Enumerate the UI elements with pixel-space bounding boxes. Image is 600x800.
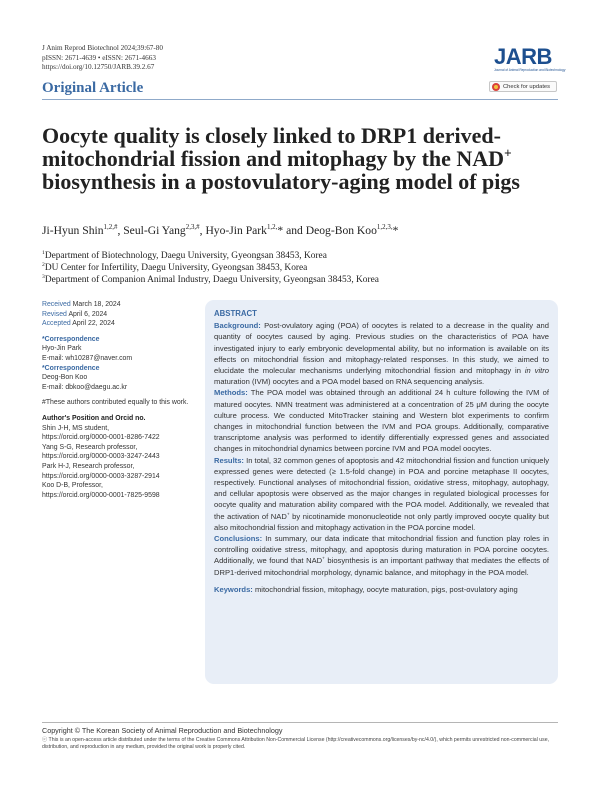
- received-label: Received: [42, 301, 71, 308]
- background-label: Background:: [214, 321, 261, 331]
- correspondence-block: [42, 335, 202, 393]
- citation: J Anim Reprod Biotechnol 2024;39:67-80: [42, 44, 163, 52]
- author-affiliation-mark: 1,2,3,: [376, 223, 393, 232]
- affiliation-text: Department of Companion Animal Industry, Daegu University, Gyeongsan 38453, Korea: [44, 275, 379, 286]
- author-name: Ji-Hyun Shin: [42, 224, 104, 237]
- affiliation-text: Department of Biotechnology, Daegu University, Gyeongsan 38453, Korea: [44, 251, 327, 261]
- author-affiliation-mark: 1,2,#: [103, 223, 118, 232]
- keywords-label: Keywords:: [214, 584, 253, 594]
- title-part-1: Oocyte quality is closely linked to DRP1 derived-mitochondrial fission and mitophagy by the NAD: [42, 123, 505, 171]
- conclusions-sup: +: [322, 555, 325, 561]
- article-type: Original Article: [42, 80, 144, 96]
- author-separator: and: [283, 224, 306, 237]
- orcid-line: Yang S-G, Research professor,: [42, 443, 138, 451]
- affiliation-item: [42, 274, 379, 286]
- background-italic: in vitro: [524, 366, 549, 376]
- affiliation-item: [42, 250, 379, 262]
- abstract-background: [214, 320, 549, 387]
- article-title: [42, 124, 552, 193]
- abstract-methods: [214, 387, 549, 454]
- correspondence-label: *Correspondence: [42, 335, 100, 343]
- revised-value: April 6, 2024: [68, 310, 108, 318]
- correspondence-email[interactable]: E-mail: dbkoo@daegu.ac.kr: [42, 383, 128, 391]
- header-divider: [42, 99, 558, 100]
- results-label: Results:: [214, 455, 244, 465]
- orcid-link[interactable]: https://orcid.org/0000-0001-8286-7422: [42, 434, 160, 442]
- methods-label: Methods:: [214, 388, 248, 398]
- article-dates: [42, 300, 202, 329]
- license-notice: [42, 737, 558, 752]
- conclusions-label: Conclusions:: [214, 534, 263, 544]
- affiliation-item: [42, 262, 379, 274]
- results-text-b: by nicotinamide mononucleotide not only partly improved oocyte quality but also mitochondrial fission and mitophagy activation in the POA porcine model.: [214, 511, 549, 532]
- corresponding-star: *: [277, 224, 284, 237]
- footer-divider: [42, 722, 558, 723]
- results-text-a: In total, 32 common genes of apoptosis and 42 mitochondrial fission and function uniquely expressed genes were detected (≥ 1.5-fold change) in POA and porcine metaphase II oocytes, respectively. Functional analyses of mitochondrial fission, oxidative stress, mitophagy, autophagy, and cellular apoptosis were observed as the major changes in regulated biological processes for oocyte quality and maturation ability compared with the POA model. Additionally, we revealed that the activation of NAD: [214, 455, 549, 521]
- issn: pISSN: 2671-4639 • eISSN: 2671-4663: [42, 53, 156, 62]
- accepted-value: April 22, 2024: [72, 320, 115, 328]
- journal-meta: [42, 44, 163, 73]
- author-separator: ,: [117, 224, 124, 237]
- cc-license-icon: ⓒ: [42, 737, 49, 743]
- received-value: March 18, 2024: [72, 301, 121, 308]
- orcid-link[interactable]: https://orcid.org/0000-0003-3287-2914: [42, 472, 160, 480]
- orcid-line: Koo D-B, Professor,: [42, 482, 103, 490]
- revised-date: [42, 310, 202, 320]
- orcid-block: [42, 414, 202, 500]
- background-text-a: Post-ovulatory aging (POA) of oocytes is related to a decrease in the quality and quantity of oocytes caused by aging. Previous studies on the characteristics of POA have investigated injury to early embryonic developmental ability, but no information is available on its effects on mitochondrial fission and mitophagy-related responses. In this study, we aimed to elucidate the molecular mechanisms underlying mitochondrial fission and mitophagy in: [214, 321, 549, 376]
- correspondence-name: Hyo-Jin Park: [42, 345, 82, 353]
- correspondence-email[interactable]: E-mail: wh10287@naver.com: [42, 354, 133, 362]
- orcid-line: Shin J-H, MS student,: [42, 424, 110, 432]
- conclusions-text-a: In summary, our data indicate that mitochondrial fission and function play roles in controlling oxidative stress, mitophagy, and apoptosis during maturation in POA porcine oocytes. Additionally, we found that NAD: [214, 534, 549, 566]
- title-part-2: biosynthesis in a postovulatory-aging model of pigs: [42, 169, 520, 194]
- author-list: [42, 224, 398, 237]
- crossmark-icon: [492, 83, 500, 91]
- copyright-notice: Copyright © The Korean Society of Animal Reproduction and Biotechnology: [42, 726, 283, 735]
- author-affiliation-mark: 2,3,#: [185, 223, 200, 232]
- affiliation-text: DU Center for Infertility, Daegu University, Gyeongsan 38453, Korea: [44, 263, 308, 274]
- author-name: Seul-Gi Yang: [123, 224, 186, 237]
- orcid-heading: Author's Position and Orcid no.: [42, 414, 146, 422]
- revised-label: Revised: [42, 310, 67, 318]
- correspondence-label: *Correspondence: [42, 364, 100, 372]
- affiliation-number: 3: [42, 274, 45, 281]
- accepted-date: [42, 319, 202, 329]
- affiliation-number: 1: [42, 249, 45, 256]
- accepted-label: Accepted: [42, 320, 71, 328]
- abstract-title: ABSTRACT: [214, 309, 257, 318]
- doi-link[interactable]: https://doi.org/10.12750/JARB.39.2.67: [42, 63, 155, 72]
- author-name: Deog-Bon Koo: [305, 224, 377, 237]
- methods-text: The POA model was obtained through an additional 24 h culture following the IVM of matured oocytes. NMN treatment was administered at a concentration of 25 μM during the oocyte culture process. We conducted MitoTracker staining and Western blot experiments to confirm changes in mitochondrial function between the IVM and POA groups. Additionally, comparative transcriptome analysis was performed to identify differentially expressed genes and associated changes in mitochondrial dynamics between porcine IVM and POA model oocytes.: [214, 388, 549, 454]
- affiliation-list: [42, 250, 379, 287]
- check-updates-label: Check for updates: [503, 83, 551, 90]
- equal-contribution-note: #These authors contributed equally to this work.: [42, 399, 189, 407]
- orcid-link[interactable]: https://orcid.org/0000-0003-3247-2443: [42, 453, 160, 461]
- abstract-results: [214, 455, 549, 533]
- corresponding-star: *: [392, 224, 399, 237]
- article-sidebar: [42, 300, 202, 506]
- logo-text: JARB: [494, 44, 552, 69]
- abstract-keywords: [214, 584, 549, 595]
- received-date: [42, 300, 202, 310]
- author-name: Hyo-Jin Park: [205, 224, 267, 237]
- keywords-text: mitochondrial fission, mitophagy, oocyte maturation, pigs, post-ovulatory aging: [252, 584, 518, 594]
- results-sup: +: [286, 511, 290, 517]
- affiliation-number: 2: [42, 262, 45, 269]
- abstract-conclusions: [214, 533, 549, 578]
- author-separator: ,: [199, 224, 206, 237]
- orcid-link[interactable]: https://orcid.org/0000-0001-7825-9598: [42, 491, 160, 499]
- license-text: This is an open-access article distributed under the terms of the Creative Commons Attribution Non-Commercial License (http://creativecommons.org/licenses/by-nc/4.0/), which permits unrestricted non-commercial use, distribution, and reproduction in any medium, provided the original work is properly cited.: [42, 737, 550, 751]
- correspondence-name: Deog-Bon Koo: [42, 374, 88, 382]
- orcid-line: Park H-J, Research professor,: [42, 462, 135, 470]
- journal-logo[interactable]: [494, 44, 566, 72]
- background-text-b: maturation (IVM) oocytes and a POA model based on RNA sequencing analysis.: [214, 377, 485, 387]
- check-for-updates-button[interactable]: [489, 81, 557, 92]
- logo-subtitle: Journal of Animal Reproduction and Biotechnology: [494, 68, 566, 72]
- author-affiliation-mark: 1,2,: [266, 223, 278, 232]
- abstract-box: [205, 300, 558, 684]
- title-sup: +: [504, 145, 512, 161]
- conclusions-text-b: biosynthesis is an important pathway that mediates the effects of DRP1-derived mitochondrial morphology, dynamic balance, and mitophagy in the POA model.: [214, 556, 550, 577]
